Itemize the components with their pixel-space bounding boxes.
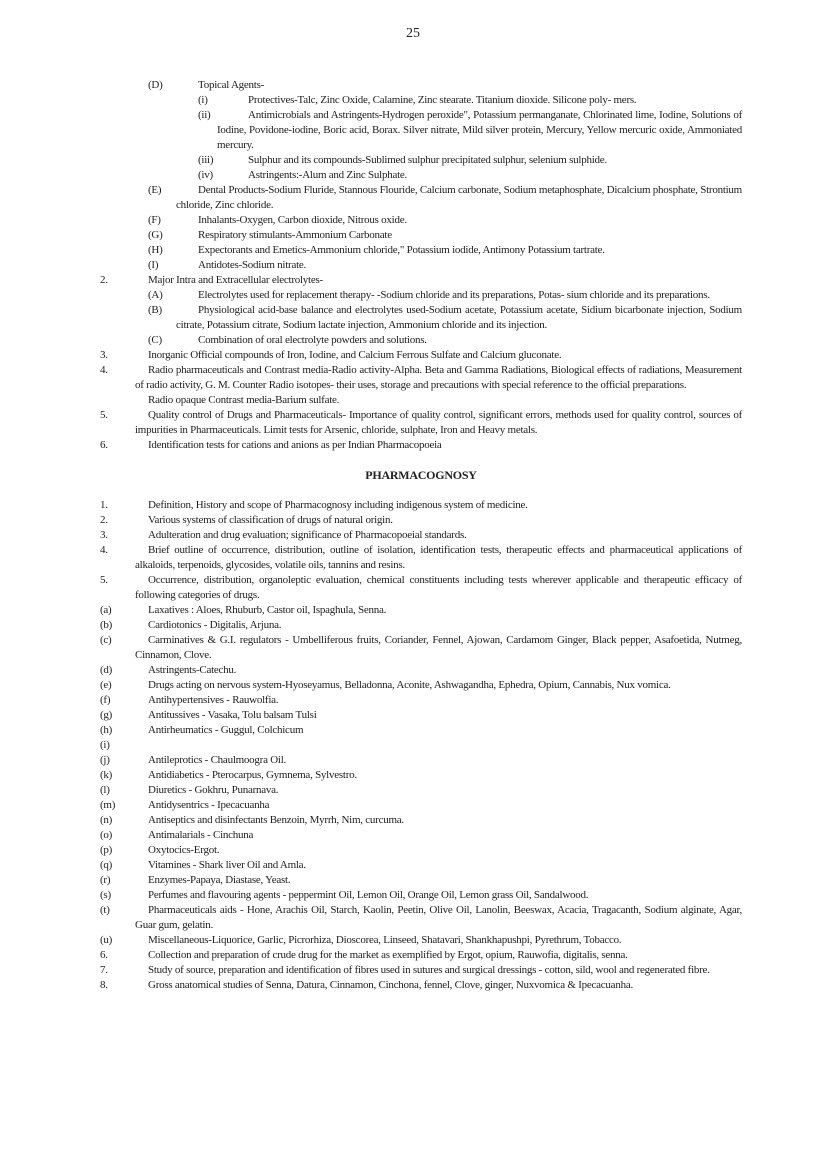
list-item xyxy=(100,258,742,273)
list-item-text: Sulphur and its compounds-Sublimed sulphur precipitated sulphur, selenium sulphide. xyxy=(248,154,607,166)
list-item xyxy=(100,363,742,393)
list-item-label: (r) xyxy=(100,874,111,886)
list-item-text: Various systems of classification of drugs of natural origin. xyxy=(148,514,393,526)
list-item xyxy=(100,303,742,333)
list-item-label: (j) xyxy=(100,754,110,766)
list-item xyxy=(100,93,742,108)
list-item-label: 1. xyxy=(100,499,108,511)
list-item xyxy=(100,813,742,828)
list-item-text: Antiseptics and disinfectants Benzoin, Myrrh, Nim, curcuma. xyxy=(148,814,404,826)
list-item-label: 5. xyxy=(100,409,108,421)
list-item xyxy=(100,798,742,813)
list-item xyxy=(100,603,742,618)
list-item xyxy=(100,753,742,768)
list-item xyxy=(100,333,742,348)
list-item-text: Antileprotics - Chaulmoogra Oil. xyxy=(148,754,287,766)
list-item-label: (u) xyxy=(100,934,113,946)
list-item-text: Enzymes-Papaya, Diastase, Yeast. xyxy=(148,874,291,886)
list-item xyxy=(100,843,742,858)
list-item-label: 4. xyxy=(100,544,108,556)
list-item-label: 5. xyxy=(100,574,108,586)
list-item-text: Quality control of Drugs and Pharmaceuticals- Importance of quality control, significant errors, methods used for quality control, sources of impurities in Pharmaceuticals. Limit tests for Arsenic, chloride, sulphate, Iron and Heavy metals. xyxy=(135,409,742,436)
list-item-label: (D) xyxy=(148,79,163,91)
list-item-text: Laxatives : Aloes, Rhuburb, Castor oil, Ispaghula, Senna. xyxy=(148,604,387,616)
list-item xyxy=(100,543,742,573)
list-item-label: 2. xyxy=(100,514,108,526)
list-item-label: (G) xyxy=(148,229,163,241)
list-item-label: (o) xyxy=(100,829,113,841)
list-item-label: (i) xyxy=(100,739,110,751)
list-item xyxy=(100,633,742,663)
list-item-text: Combination of oral electrolyte powders and solutions. xyxy=(198,334,427,346)
list-item-label: 3. xyxy=(100,529,108,541)
list-item xyxy=(100,498,742,513)
list-item xyxy=(100,663,742,678)
list-item xyxy=(100,708,742,723)
document-body xyxy=(100,78,742,993)
list-item-text: Perfumes and flavouring agents - peppermint Oil, Lemon Oil, Orange Oil, Lemon grass Oil, Sandalwood. xyxy=(148,889,589,901)
list-item xyxy=(100,888,742,903)
list-item-text: Radio pharmaceuticals and Contrast media-Radio activity-Alpha. Beta and Gamma Radiations, Biological effects of radiations, Measurement of radio activity, G. M. Counter Radio isotopes- their uses, storage and precautions with special reference to the official preparations. xyxy=(135,364,742,391)
list-item-text: Antimalarials - Cinchuna xyxy=(148,829,254,841)
list-item-text: Protectives-Talc, Zinc Oxide, Calamine, Zinc stearate. Titanium dioxide. Silicone poly- mers. xyxy=(248,94,637,106)
list-item-text: Astringents-Catechu. xyxy=(148,664,237,676)
list-item-label: (I) xyxy=(148,259,159,271)
list-item-label: (ii) xyxy=(198,109,211,121)
list-item xyxy=(100,738,742,753)
list-item-text: Expectorants and Emetics-Ammonium chloride," Potassium iodide, Antimony Potassium tartrate. xyxy=(198,244,605,256)
list-item-label: 4. xyxy=(100,364,108,376)
list-item-label: (s) xyxy=(100,889,111,901)
list-item-text: Inhalants-Oxygen, Carbon dioxide, Nitrous oxide. xyxy=(198,214,407,226)
list-item-label: (q) xyxy=(100,859,113,871)
list-item-text: Definition, History and scope of Pharmacognosy including indigenous system of medicine. xyxy=(148,499,528,511)
list-item xyxy=(100,393,742,408)
list-item xyxy=(100,183,742,213)
list-item-label: (H) xyxy=(148,244,163,256)
list-item-text: Electrolytes used for replacement therapy- -Sodium chloride and its preparations, Potas- sium chloride and its preparations. xyxy=(198,289,710,301)
list-item-text: Antitussives - Vasaka, Tolu balsam Tulsi xyxy=(148,709,317,721)
list-item-label: (k) xyxy=(100,769,113,781)
list-item xyxy=(100,513,742,528)
list-item xyxy=(100,903,742,933)
list-item-text: Oxytocics-Ergot. xyxy=(148,844,220,856)
list-item xyxy=(100,963,742,978)
list-item-label: (g) xyxy=(100,709,113,721)
list-item xyxy=(100,273,742,288)
list-item-text: Identification tests for cations and anions as per Indian Pharmacopoeia xyxy=(148,439,442,451)
list-item-label: (iv) xyxy=(198,169,213,181)
list-item-label: (h) xyxy=(100,724,113,736)
list-item xyxy=(100,693,742,708)
list-item-label: (F) xyxy=(148,214,161,226)
list-item xyxy=(100,243,742,258)
list-item-label: (i) xyxy=(198,94,208,106)
section-inorganic-list xyxy=(100,78,742,453)
list-item xyxy=(100,438,742,453)
list-item-text xyxy=(135,738,742,753)
list-item-text: Astringents:-Alum and Zinc Sulphate. xyxy=(248,169,408,181)
list-item-label: 2. xyxy=(100,274,108,286)
list-item-text: Diuretics - Gokhru, Punarnava. xyxy=(148,784,279,796)
list-item-text: Miscellaneous-Liquorice, Garlic, Picrorhiza, Dioscorea, Linseed, Shatavari, Shankhapushpi, Pyrethrum, Tobacco. xyxy=(148,934,622,946)
list-item-text: Topical Agents- xyxy=(198,79,265,91)
list-item-text: Antihypertensives - Rauwolfia. xyxy=(148,694,279,706)
list-item-text: Inorganic Official compounds of Iron, Iodine, and Calcium Ferrous Sulfate and Calcium gluconate. xyxy=(148,349,562,361)
list-item xyxy=(100,978,742,993)
list-item-label: (A) xyxy=(148,289,163,301)
section-pharmacognosy-list xyxy=(100,498,742,993)
list-item-label: 8. xyxy=(100,979,108,991)
list-item-text: Study of source, preparation and identification of fibres used in sutures and surgical dressings - cotton, sild, wool and regenerated fibre. xyxy=(148,964,710,976)
list-item-text: Antidiabetics - Pterocarpus, Gymnema, Sylvestro. xyxy=(148,769,357,781)
list-item-label: (C) xyxy=(148,334,162,346)
list-item-text: Brief outline of occurrence, distribution, outline of isolation, identification tests, therapeutic effects and pharmaceutical applications of alkaloids, terpenoids, glycosides, volatile oils, tannins and resins. xyxy=(135,544,742,571)
list-item-text: Antidotes-Sodium nitrate. xyxy=(198,259,307,271)
list-item xyxy=(100,288,742,303)
page-number: 25 xyxy=(406,26,420,41)
list-item xyxy=(100,78,742,93)
list-item-text: Antidysentrics - Ipecacuanha xyxy=(148,799,270,811)
list-item xyxy=(100,948,742,963)
list-item-label: (b) xyxy=(100,619,113,631)
list-item-label: (E) xyxy=(148,184,162,196)
list-item-text: Radio opaque Contrast media-Barium sulfate. xyxy=(148,394,340,406)
list-item xyxy=(100,768,742,783)
list-item-text: Collection and preparation of crude drug for the market as exemplified by Ergot, opium, Rauwofia, digitalis, senna. xyxy=(148,949,628,961)
list-item xyxy=(100,783,742,798)
list-item-text: Pharmaceuticals aids - Hone, Arachis Oil, Starch, Kaolin, Peetin, Olive Oil, Lanolin, Beeswax, Acacia, Tragacanth, Sodium alginate, Agar, Guar gum, gelatin. xyxy=(135,904,742,931)
list-item xyxy=(100,153,742,168)
list-item xyxy=(100,228,742,243)
list-item-label: (l) xyxy=(100,784,110,796)
list-item xyxy=(100,213,742,228)
list-item-label: 3. xyxy=(100,349,108,361)
list-item xyxy=(100,678,742,693)
list-item-label: (B) xyxy=(148,304,162,316)
list-item-text: Dental Products-Sodium Fluride, Stannous Flouride, Calcium carbonate, Sodium metaphosphate, Dicalcium phosphate, Strontium chloride, Zinc chloride. xyxy=(176,184,742,211)
list-item xyxy=(100,348,742,363)
list-item xyxy=(100,858,742,873)
list-item-text: Carminatives & G.I. regulators - Umbelliferous fruits, Coriander, Fennel, Ajowan, Cardamom Ginger, Black pepper, Asafoetida, Nutmeg, Cinnamon, Clove. xyxy=(135,634,742,661)
list-item-label: 6. xyxy=(100,949,108,961)
list-item xyxy=(100,933,742,948)
list-item xyxy=(100,408,742,438)
list-item-text: Respiratory stimulants-Ammonium Carbonate xyxy=(198,229,392,241)
list-item-label: (d) xyxy=(100,664,113,676)
list-item-label: 6. xyxy=(100,439,108,451)
list-item-label: (e) xyxy=(100,679,112,691)
list-item xyxy=(100,528,742,543)
list-item-label: (a) xyxy=(100,604,112,616)
list-item-text: Occurrence, distribution, organoleptic evaluation, chemical constituents including tests wherever applicable and therapeutic efficacy of following categories of drugs. xyxy=(135,574,742,601)
list-item xyxy=(100,573,742,603)
list-item-text: Physiological acid-base balance and electrolytes used-Sodium acetate, Potassium acetate, Sidium bicarbonate injection, Sodium citrate, Potassium citrate, Sodium lactate injection, Ammonium chloride and its injection. xyxy=(176,304,742,331)
section-heading-pharmacognosy: PHARMACOGNOSY xyxy=(365,468,477,482)
list-item xyxy=(100,828,742,843)
list-item-label: (m) xyxy=(100,799,116,811)
list-item-text: Antimicrobials and Astringents-Hydrogen peroxide", Potassium permanganate, Chlorinated lime, Iodine, Solutions of Iodine, Povidone-iodine, Boric acid, Borax. Silver nitrate, Mild silver protein, Mercury, Yellow mercuric oxide, Ammoniated mercury. xyxy=(217,109,742,151)
list-item xyxy=(100,873,742,888)
list-item-text: Vitamines - Shark liver Oil and Amla. xyxy=(148,859,306,871)
list-item-label: (n) xyxy=(100,814,113,826)
list-item-text: Cardiotonics - Digitalis, Arjuna. xyxy=(148,619,282,631)
list-item-label: (iii) xyxy=(198,154,214,166)
list-item-label: (p) xyxy=(100,844,113,856)
list-item xyxy=(100,168,742,183)
list-item-label: (c) xyxy=(100,634,112,646)
list-item-label: 7. xyxy=(100,964,108,976)
list-item xyxy=(100,723,742,738)
list-item-text: Gross anatomical studies of Senna, Datura, Cinnamon, Cinchona, fennel, Clove, ginger, Nuxvomica & Ipecacuanha. xyxy=(148,979,633,991)
list-item-label: (t) xyxy=(100,904,110,916)
list-item-text: Drugs acting on nervous system-Hyoseyamus, Belladonna, Aconite, Ashwagandha, Ephedra, Opium, Cannabis, Nux vomica. xyxy=(148,679,671,691)
list-item-text: Major Intra and Extracellular electrolytes- xyxy=(148,274,323,286)
list-item-label: (f) xyxy=(100,694,111,706)
list-item-text: Adulteration and drug evaluation; significance of Pharmacopoeial standards. xyxy=(148,529,467,541)
list-item xyxy=(100,108,742,153)
list-item-text: Antirheumatics - Guggul, Colchicum xyxy=(148,724,304,736)
list-item xyxy=(100,618,742,633)
